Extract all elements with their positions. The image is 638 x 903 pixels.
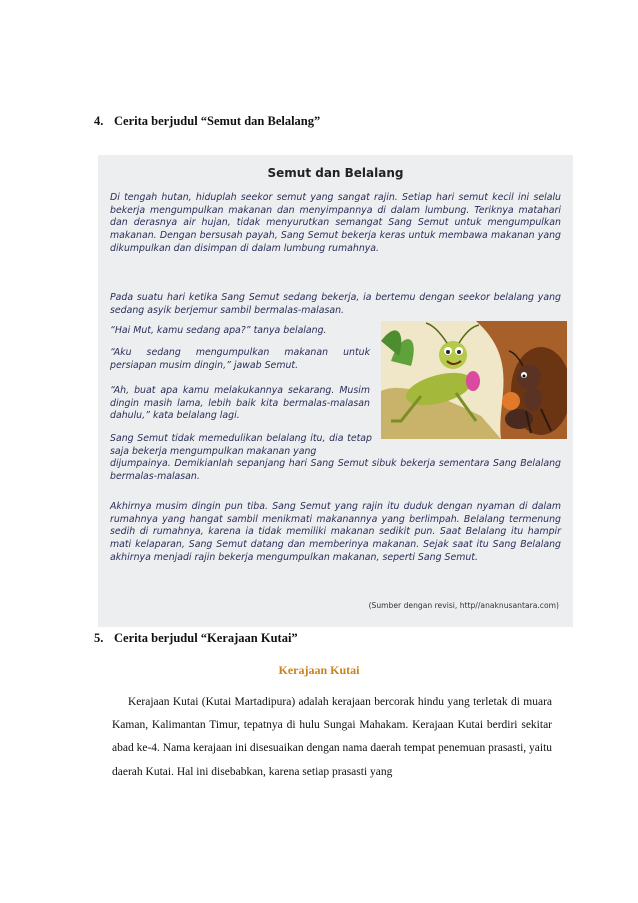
kutai-subtitle: Kerajaan Kutai [278,663,360,677]
story-paragraph-6-first-part: Sang Semut tidak memedulikan belalang itu, dia tetap saja bekerja mengumpulkan makanan yang [110,433,372,457]
story-source: (Sumber dengan revisi, http//anaknusantara.com) [368,601,559,611]
section-4-number: 4. [94,114,104,128]
story-paragraph-3: “Hai Mut, kamu sedang apa?” tanya belalang. [110,325,327,336]
ant-grasshopper-illustration [381,321,567,439]
story-paragraph-4: “Aku sedang mengumpulkan makanan untuk persiapan musim dingin,” jawab Semut. [110,347,370,371]
story-paragraph-2: Pada suatu hari ketika Sang Semut sedang bekerja, ia bertemu dengan seekor belalang yang sedang asyik berjemur sambil bermalas-malasan. [110,292,561,316]
section-4-heading [94,114,320,129]
ant-food-basket [502,392,520,410]
story-paragraph-1: Di tengah hutan, hiduplah seekor semut yang sangat rajin. Setiap hari semut kecil ini selalu bekerja mengumpulkan makanan dan menyimpannya di dalam lumbung. Teriknya matahari dan derasnya air hujan, tidak menyurutkan semangat Sang Semut untuk mengumpulkan makanan. Dengan bersusah payah, Sang Semut bekerja keras untuk membawa makanan yang dikumpulkan dan disimpan di dalam lumbung rumahnya. [110,192,561,254]
section-5-number: 5. [94,631,104,645]
story-box-semut-belalang [98,155,573,627]
story-title: Semut dan Belalang [267,166,404,180]
grasshopper-item [466,371,480,391]
story-paragraph-6 [110,433,561,484]
kutai-paragraph: Kerajaan Kutai (Kutai Martadipura) adalah kerajaan bercorak hindu yang terletak di muara Kaman, Kalimantan Timur, tepatnya di hulu Sungai Mahakam. Kerajaan Kutai berdiri sekitar abad ke-4. Nama kerajaan ini disesuaikan dengan nama daerah tempat penemuan prasasti, yaitu daerah Kutai. Hal ini disebabkan, karena setiap prasasti yang [112,696,553,778]
story-paragraph-5: “Ah, buat apa kamu melakukannya sekarang. Musim dingin masih lama, lebih baik kita bermalas-malasan dahulu,” kata belalang lagi. [110,385,370,422]
story-paragraph-7: Akhirnya musim dingin pun tiba. Sang Semut yang rajin itu duduk dengan nyaman di dalam rumahnya yang hangat sambil menikmati makanannya yang berlimpah. Belalang termenung sedih di rumahnya, karena ia tidak memiliki makanan sedikit pun. Saat Belalang itu hampir mati kelaparan, Sang Semut datang dan memberinya makanan. Sejak saat itu Sang Belalang akhirnya menjadi rajin bekerja mengumpulkan makanan, seperti Sang Semut. [110,501,561,563]
section-5-heading [94,631,298,646]
story-paragraph-6-second-part: dijumpainya. Demikianlah sepanjang hari Sang Semut sibuk bekerja sementara Sang Belalang bermalas-malasan. [110,458,561,483]
section-5-title: Cerita berjudul “Kerajaan Kutai” [114,631,298,645]
section-4-title: Cerita berjudul “Semut dan Belalang” [114,114,321,128]
